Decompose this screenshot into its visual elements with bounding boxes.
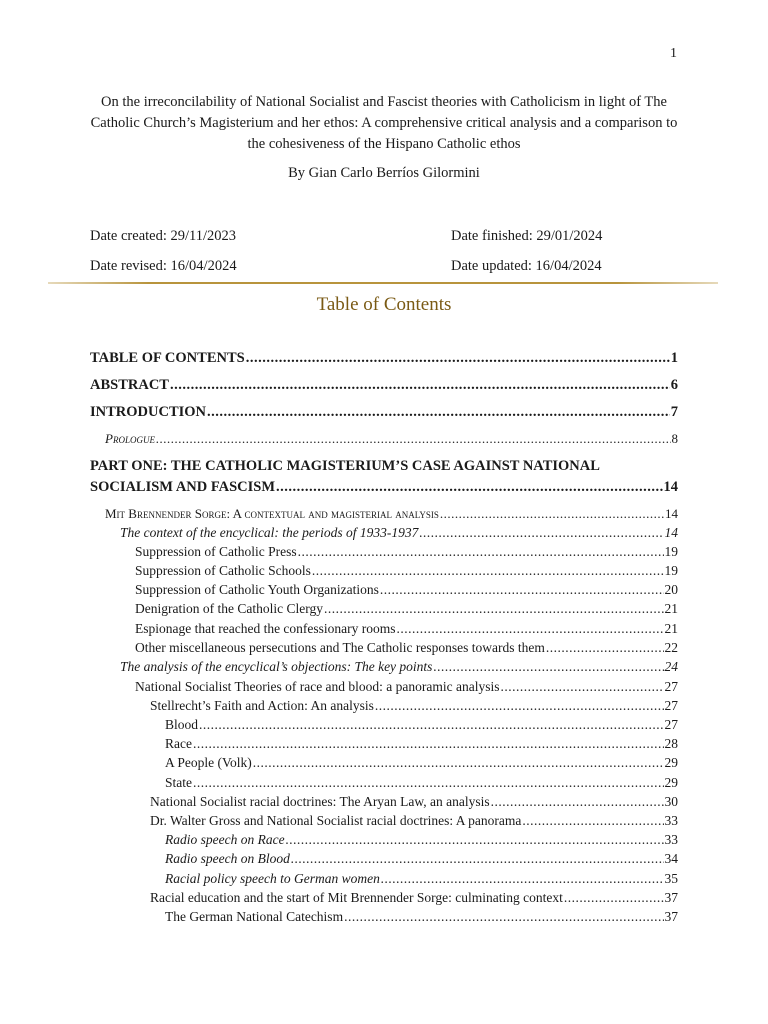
toc-entry[interactable]: [135, 601, 678, 617]
date-finished: Date finished: 29/01/2024: [451, 228, 603, 244]
toc-entry-page: 21: [664, 601, 678, 616]
date-updated: Date updated: 16/04/2024: [451, 258, 602, 274]
toc-entry-label: The context of the encyclical: the periods of 1933-1937: [120, 525, 419, 540]
toc-entry[interactable]: [90, 479, 678, 496]
toc-entry-label: Other miscellaneous persecutions and The Catholic responses towards them: [135, 640, 545, 655]
toc-entry[interactable]: [165, 736, 678, 752]
toc-entry-page: 29: [664, 775, 678, 790]
toc-entry-label: INTRODUCTION: [90, 404, 207, 420]
toc-entry-page: 27: [664, 698, 678, 713]
toc-entry[interactable]: [135, 582, 678, 598]
toc-entry-label: Radio speech on Blood: [165, 851, 290, 866]
toc-entry-page: 34: [664, 851, 678, 866]
toc-entry[interactable]: [165, 755, 678, 771]
toc-entry[interactable]: [165, 851, 678, 867]
date-created: Date created: 29/11/2023: [90, 228, 237, 244]
toc-entry[interactable]: [135, 544, 678, 560]
toc-entry[interactable]: [165, 832, 678, 848]
toc-entry-label: TABLE OF CONTENTS: [90, 350, 245, 366]
toc-entry[interactable]: [135, 679, 678, 695]
toc-entry-page: 14: [665, 506, 678, 521]
toc-entry[interactable]: [105, 431, 678, 447]
toc-entry-page: 30: [664, 794, 678, 809]
toc-entry[interactable]: [135, 640, 678, 656]
toc-entry-label: The analysis of the encyclical’s objections: The key points: [120, 659, 433, 674]
toc-entry-page: 1: [670, 350, 678, 366]
toc-entry[interactable]: [135, 563, 678, 579]
toc-entry-page: 33: [664, 813, 678, 828]
toc-entry[interactable]: [120, 659, 678, 675]
toc-entry[interactable]: [150, 698, 678, 714]
toc-entry-page: 14: [664, 525, 678, 540]
toc-entry-label: Espionage that reached the confessionary rooms: [135, 621, 396, 636]
toc-entry[interactable]: [90, 404, 678, 421]
toc-entry-page: 27: [664, 679, 678, 694]
toc-entry[interactable]: [135, 621, 678, 637]
toc-entry[interactable]: [165, 775, 678, 791]
toc-entry-label-line1: PART ONE: THE CATHOLIC MAGISTERIUM’S CASE AGAINST NATIONAL: [90, 458, 600, 474]
toc-entry-page: 20: [664, 582, 678, 597]
toc-entry-page: 22: [664, 640, 678, 655]
toc-entry-label: Mit Brennender Sorge: A contextual and magisterial analysis: [105, 506, 439, 521]
toc-entry-label: Suppression of Catholic Schools: [135, 563, 311, 578]
toc-entry-label: The German National Catechism: [165, 909, 344, 924]
toc-entry-label: Radio speech on Race: [165, 832, 285, 847]
document-title: On the irreconcilability of National Socialist and Fascist theories with Catholicism in light of The Catholic Church’s Magisterium and her ethos: A comprehensive critical analysis and a comparison to the cohesiveness of the Hispano Catholic ethos: [90, 94, 678, 152]
toc-entry-page: 19: [664, 563, 678, 578]
toc-entry[interactable]: [90, 377, 678, 394]
toc-entry-label: Suppression of Catholic Press: [135, 544, 297, 559]
toc-entry-page: 24: [664, 659, 678, 674]
toc-entry-label: ABSTRACT: [90, 377, 169, 393]
toc-entry-page: 21: [664, 621, 678, 636]
toc-entry-page: 6: [670, 377, 678, 393]
toc-entry-label: Stellrecht’s Faith and Action: An analysis: [150, 698, 374, 713]
document-author: By Gian Carlo Berríos Gilormini: [288, 165, 480, 181]
toc-entry-label: Racial policy speech to German women: [165, 871, 380, 886]
toc-entry-page: 35: [664, 871, 678, 886]
toc-entry-page: 33: [664, 832, 678, 847]
toc-entry[interactable]: [165, 871, 678, 887]
toc-entry[interactable]: [165, 909, 678, 925]
toc-entry-page: 37: [664, 890, 678, 905]
toc-entry-label: Dr. Walter Gross and National Socialist racial doctrines: A panorama: [150, 813, 522, 828]
toc-heading: Table of Contents: [316, 294, 452, 315]
toc-entry-page: 14: [663, 479, 678, 495]
toc-entry[interactable]: [165, 717, 678, 733]
toc-entry-label: Race: [165, 736, 192, 751]
date-revised: Date revised: 16/04/2024: [90, 258, 237, 274]
toc-entry-page: 29: [664, 755, 678, 770]
toc-entry-page: 37: [664, 909, 678, 924]
toc-entry-label: A People (Volk): [165, 755, 252, 770]
toc-entry-label: State: [165, 775, 192, 790]
toc-entry[interactable]: [105, 506, 678, 522]
toc-entry-label: National Socialist Theories of race and blood: a panoramic analysis: [135, 679, 500, 694]
toc-entry-label: Suppression of Catholic Youth Organizations: [135, 582, 379, 597]
toc-entry[interactable]: [150, 890, 678, 906]
toc-entry-label: Prologue: [105, 431, 155, 446]
toc-entry-line: [90, 458, 678, 475]
toc-entry-label: Racial education and the start of Mit Brennender Sorge: culminating context: [150, 890, 563, 905]
toc-entry-page: 28: [664, 736, 678, 751]
toc-entry-label: SOCIALISM AND FASCISM: [90, 479, 276, 495]
toc-entry-label: National Socialist racial doctrines: The Aryan Law, an analysis: [150, 794, 490, 809]
toc-entry[interactable]: [150, 794, 678, 810]
toc-entry[interactable]: [120, 525, 678, 541]
toc-entry-page: 7: [670, 404, 678, 420]
toc-entry-label: Denigration of the Catholic Clergy: [135, 601, 323, 616]
page-number: 1: [670, 46, 677, 61]
toc-entry-page: 8: [671, 431, 678, 446]
toc-entry-page: 27: [664, 717, 678, 732]
toc-entry[interactable]: [90, 350, 678, 367]
toc-entry[interactable]: [150, 813, 678, 829]
toc-entry-label: Blood: [165, 717, 199, 732]
toc-entry-page: 19: [664, 544, 678, 559]
